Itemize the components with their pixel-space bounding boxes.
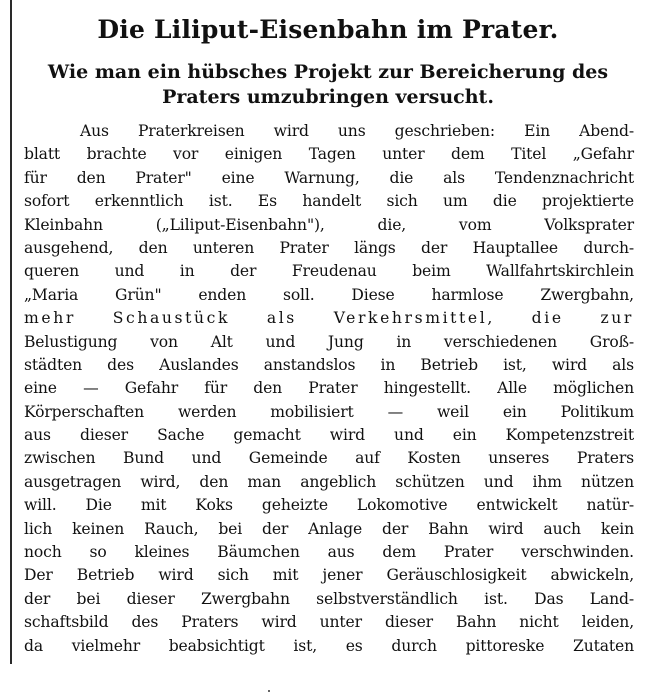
body-line: zwischen Bund und Gemeinde auf Kosten unseres Praters [24,449,634,468]
subheadline-line: Wie man ein hübsches Projekt zur Bereicherung des [47,61,609,83]
article-header [22,14,634,110]
subheadline-line: Praters umzubringen versucht. [162,86,494,108]
body-line: ausgetragen wird, den man angeblich schützen und ihm nützen [24,472,634,491]
article-body [24,120,634,658]
body-line: will. Die mit Koks geheizte Lokomotive entwickelt natür- [24,496,634,515]
body-line: lich keinen Rauch, bei der Anlage der Bahn wird auch kein [24,519,634,538]
body-line: Der Betrieb wird sich mit jener Geräuschlosigkeit abwickeln, [24,566,634,585]
body-line: schaftsbild des Praters wird unter dieser Bahn nicht leiden, [24,613,634,632]
body-line: städten des Auslandes anstandslos in Betrieb ist, wird als [24,355,634,374]
body-line: „Maria Grün" enden soll. Diese harmlose Zwergbahn, [24,285,634,304]
article-headline: Die Liliput-Eisenbahn im Prater. [97,15,559,44]
body-line: Körperschaften werden mobilisiert — weil ein Politikum [24,402,634,421]
body-line: ausgehend, den unteren Prater längs der Hauptallee durch- [24,238,634,257]
body-line: mehr Schaustück als Verkehrsmittel, die zur [24,309,634,328]
body-line: Aus Praterkreisen wird uns geschrieben: Ein Abend- [80,122,634,140]
column-rule [10,0,12,664]
body-line: Kleinbahn („Liliput-Eisenbahn"), die, vom Volksprater [24,215,634,234]
body-line: queren und in der Freudenau beim Wallfahrtskirchlein [24,262,634,281]
body-line: noch so kleines Bäumchen aus dem Prater verschwinden. [24,543,634,562]
body-line: da vielmehr beabsichtigt ist, es durch pittoreske Zutaten [24,636,634,655]
body-line: Belustigung von Alt und Jung in verschiedenen Groß- [24,332,634,351]
body-line: sofort erkenntlich ist. Es handelt sich um die projektierte [24,192,634,211]
body-line: für den Prater" eine Warnung, die als Tendenznachricht [24,168,634,187]
body-line: eine — Gefahr für den Prater hingestellt. Alle möglichen [24,379,634,398]
print-speck [268,690,270,692]
body-line: blatt brachte vor einigen Tagen unter dem Titel „Gefahr [24,145,634,164]
body-line: der bei dieser Zwergbahn selbstverständlich ist. Das Land- [24,589,634,608]
body-line: aus dieser Sache gemacht wird und ein Kompetenzstreit [24,426,634,445]
article-subheadline [22,60,634,110]
